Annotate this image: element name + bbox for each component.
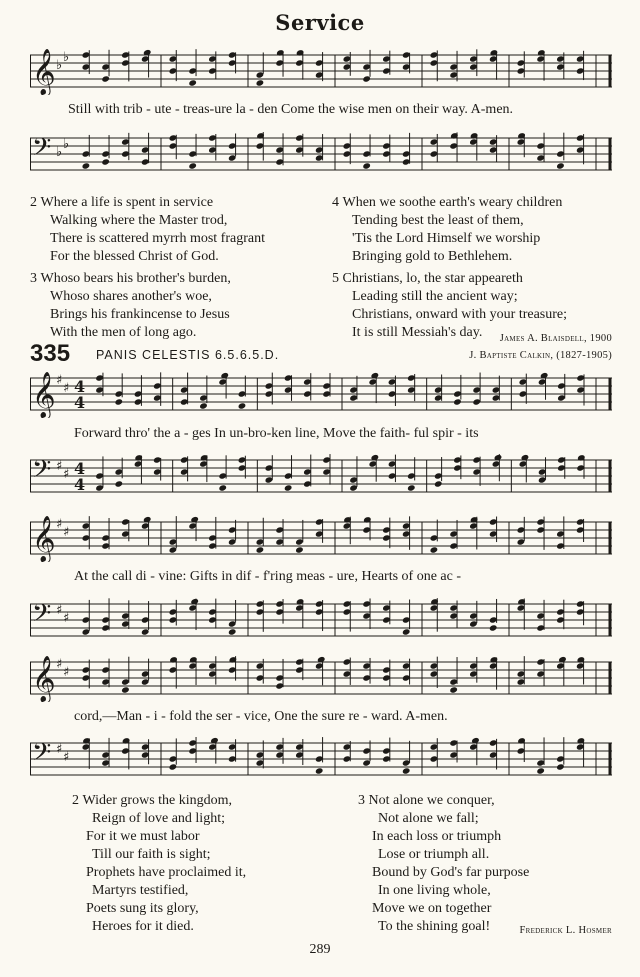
sharp-icon: ♯ (56, 373, 63, 388)
page-header-title: Service (275, 10, 365, 35)
staff-lines (30, 733, 612, 783)
hymn1-lyrics: Still with trib - ute - treas-ure la - den Come the wise men on their way. A-men. (68, 102, 514, 117)
system1-lyrics: Forward thro' the a - ges In un-bro-ken line, Move the faith- ful spir - its (74, 426, 479, 441)
flat-icon: ♭ (56, 58, 63, 73)
sharp-icon: ♯ (63, 750, 70, 765)
hymn2-verses-left: 2 Wider grows the kingdom, Reign of love and light; For it we must labor Till our faith is sight; Prophets have proclaimed it, Martyrs testified, Poets sung its glory, Heroes for it died. (72, 793, 247, 934)
system3-treble-staff (30, 652, 612, 702)
sharp-icon: ♯ (63, 611, 70, 626)
staff-lines (30, 45, 612, 95)
hymn2-author: Frederick L. Hosmer (519, 925, 612, 936)
treble-clef-icon: 𝄞 (32, 49, 56, 95)
treble-clef-icon: 𝄞 (32, 656, 56, 702)
treble-clef-icon: 𝄞 (32, 372, 56, 418)
hymn-number: 335 (30, 340, 71, 367)
sharp-icon: ♯ (56, 459, 63, 474)
system2-lyrics: At the call di - vine: Gifts in dif - f'ring meas - ure, Hearts of one ac - (74, 569, 462, 584)
sharp-icon: ♯ (63, 381, 70, 396)
hymn1-verses-right: 4 When we soothe earth's weary children Tending best the least of them, 'Tis the Lord Himself we worship Bringing gold to Bethlehem. 5 Christians, lo, the star appeareth Leading still the ancient way; Christians, onward with your treasure; It is still Messiah's day. (332, 195, 568, 340)
staff-lines (30, 128, 612, 178)
system3-lyrics: cord,—Man - i - fold the ser - vice, One the sure re - ward. A-men. (74, 709, 448, 724)
hymn1-author: James A. Blaisdell, 1900 (499, 333, 612, 344)
verse-2: 2 Where a life is spent in service (30, 195, 214, 210)
system2-treble-staff (30, 512, 612, 562)
sharp-icon: ♯ (56, 657, 63, 672)
staff-lines (30, 652, 612, 702)
verse-5: 5 Christians, lo, the star appeareth (332, 271, 523, 286)
composer-credit: J. Baptiste Calkin, (1827-1905) (469, 350, 612, 361)
staff-lines (30, 368, 612, 418)
hymn1-treble-staff (30, 45, 612, 95)
hymn1-verses-left: 2 Where a life is spent in service Walking where the Master trod, There is scattered myrrh most fragrant For the blessed Christ of God. 3 Whoso bears his brother's burden, Whoso shares another's woe, Brings his frankincense to Jesus With the men of long ago. (30, 195, 265, 340)
time-signature: 4 (74, 475, 86, 494)
sharp-icon: ♯ (56, 742, 63, 757)
staff-lines (30, 594, 612, 644)
time-signature: 4 (74, 377, 86, 396)
bass-clef-icon: 𝄢 (32, 455, 52, 490)
flat-icon: ♭ (56, 145, 63, 160)
hymn1-bass-staff (30, 128, 612, 178)
system1-treble-staff (30, 368, 612, 418)
verse-2: 2 Wider grows the kingdom, (72, 793, 233, 808)
bass-clef-icon: 𝄢 (32, 133, 52, 168)
verse-3: 3 Whoso bears his brother's burden, (30, 271, 231, 286)
treble-clef-icon: 𝄞 (32, 516, 56, 562)
hymn2-verses-right: 3 Not alone we conquer, Not alone we fall; In each loss or triumph Lose or triumph all. Bound by God's far purpose In one living whole, Move we on together To the shining goal! (358, 793, 530, 934)
sharp-icon: ♯ (56, 517, 63, 532)
staff-lines (30, 512, 612, 562)
time-signature: 4 (74, 459, 86, 478)
system3-bass-staff (30, 733, 612, 783)
system1-bass-staff (30, 450, 612, 500)
sharp-icon: ♯ (56, 603, 63, 618)
verse-3: 3 Not alone we conquer, (358, 793, 495, 808)
flat-icon: ♭ (63, 50, 70, 65)
tune-name: PANIS CELESTIS 6.5.6.5.D. (96, 348, 280, 362)
page-number: 289 (309, 942, 331, 957)
bass-clef-icon: 𝄢 (32, 738, 52, 773)
sharp-icon: ♯ (63, 467, 70, 482)
flat-icon: ♭ (63, 137, 70, 152)
system2-bass-staff (30, 594, 612, 644)
bass-clef-icon: 𝄢 (32, 599, 52, 634)
time-signature: 4 (74, 393, 86, 412)
sharp-icon: ♯ (63, 665, 70, 680)
verse-4: 4 When we soothe earth's weary children (332, 195, 563, 210)
sharp-icon: ♯ (63, 525, 70, 540)
staff-lines (30, 450, 612, 500)
